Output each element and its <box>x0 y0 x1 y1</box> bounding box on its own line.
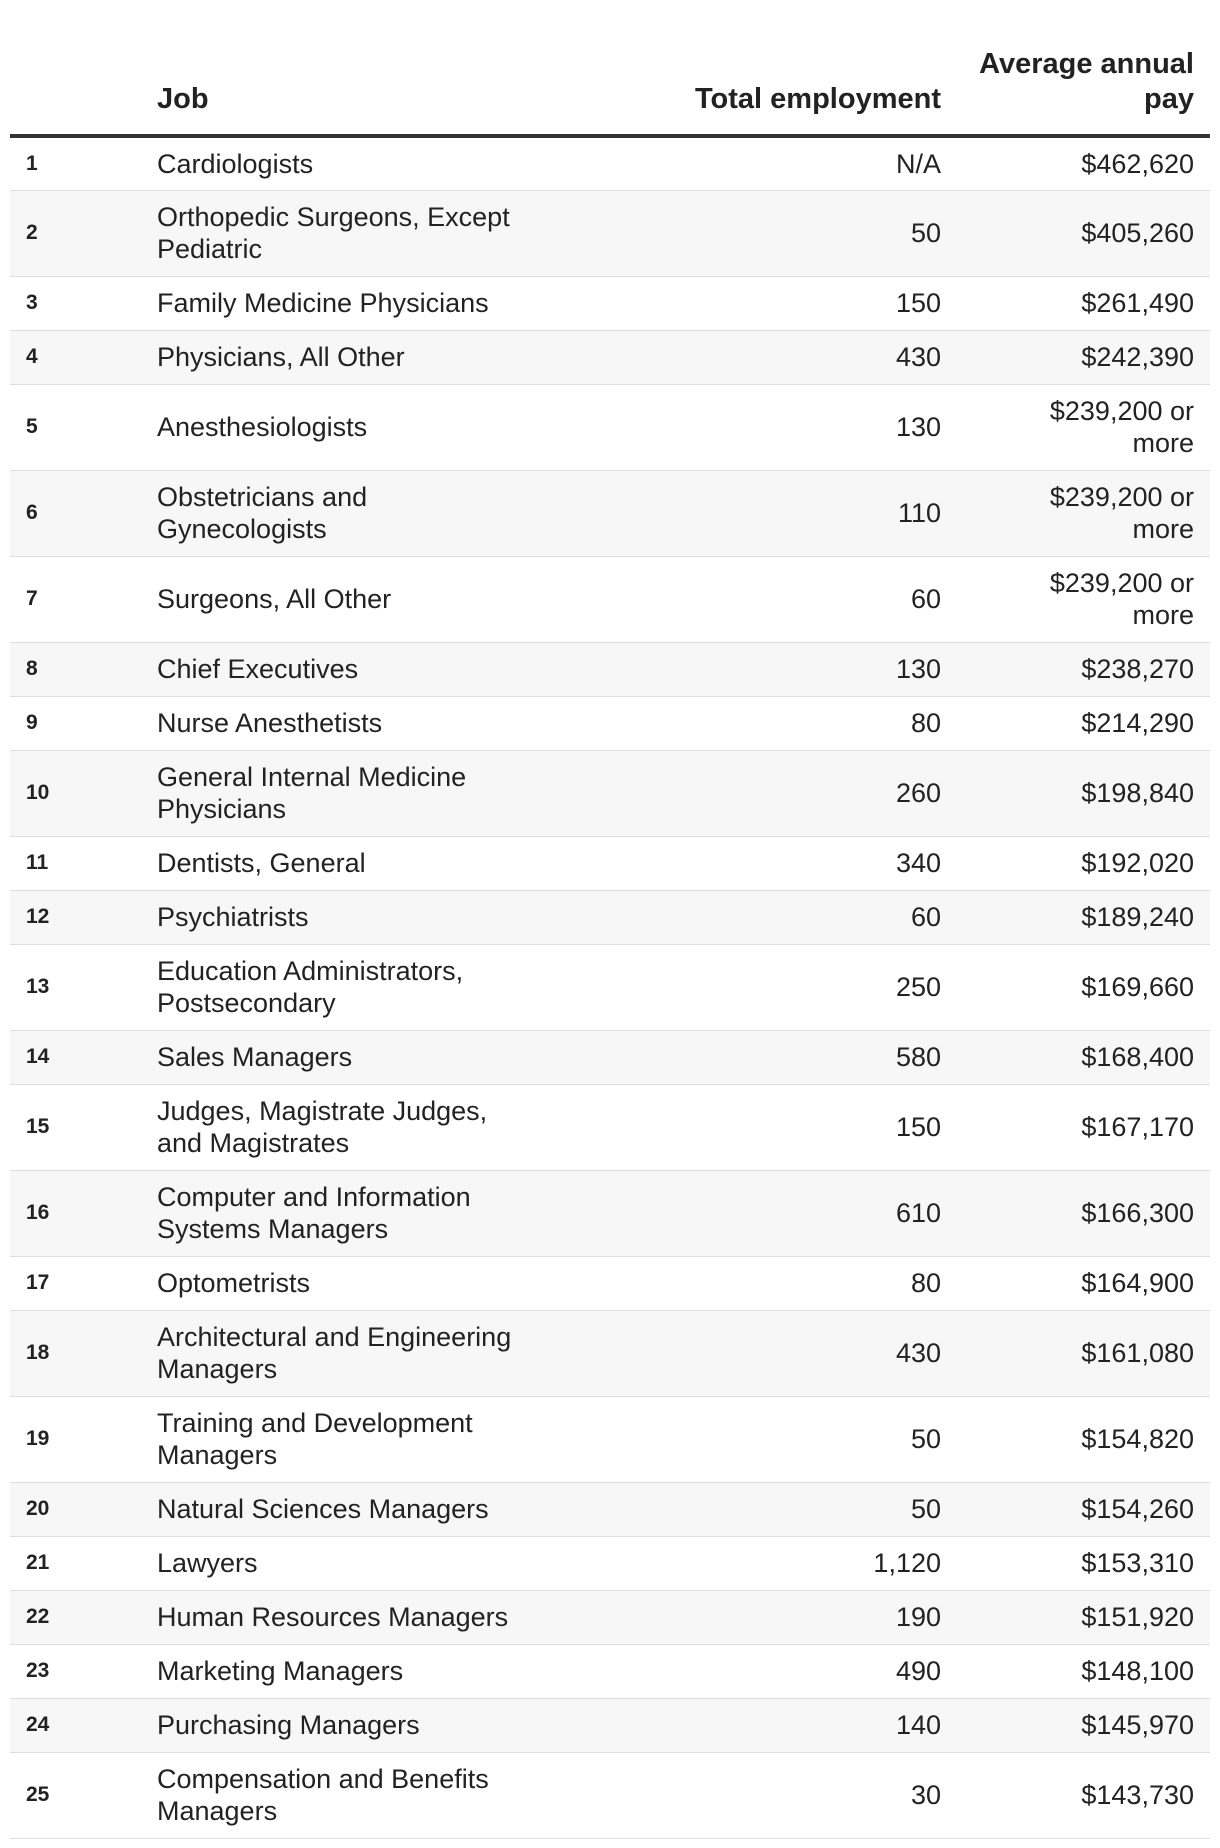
rank-cell: 10 <box>26 781 50 804</box>
job-cell: Optometrists <box>157 1268 311 1298</box>
table-header <box>10 0 1210 136</box>
employment-cell: 490 <box>895 1656 941 1686</box>
table-row <box>10 470 1210 556</box>
table-row <box>10 1644 1210 1698</box>
employment-cell: 110 <box>897 498 941 528</box>
pay-cell: $154,260 <box>1081 1494 1194 1524</box>
rank-cell: 19 <box>26 1427 50 1450</box>
header-row <box>10 0 1210 136</box>
table-row <box>10 1170 1210 1256</box>
table-row <box>10 330 1210 384</box>
job-cell: Compensation and Benefits Managers <box>157 1764 489 1826</box>
employment-cell: 130 <box>895 654 941 684</box>
pay-cell: $169,660 <box>1081 972 1194 1002</box>
job-cell: Marketing Managers <box>157 1656 404 1686</box>
job-cell: Purchasing Managers <box>157 1710 420 1740</box>
job-cell: Family Medicine Physicians <box>157 288 489 318</box>
job-cell: Anesthesiologists <box>157 412 368 442</box>
employment-cell: 50 <box>910 1424 941 1454</box>
rank-cell: 6 <box>26 501 38 524</box>
job-cell: Judges, Magistrate Judges, and Magistrates <box>157 1096 488 1158</box>
rank-cell: 5 <box>26 415 38 438</box>
table-row <box>10 190 1210 276</box>
pay-cell: $167,170 <box>1081 1112 1194 1142</box>
job-cell: Training and Development Managers <box>157 1408 473 1470</box>
table-row <box>10 1698 1210 1752</box>
pay-cell: $405,260 <box>1081 218 1194 248</box>
rank-cell: 1 <box>26 151 38 175</box>
table-row <box>10 1482 1210 1536</box>
table-row <box>10 890 1210 944</box>
job-cell: Lawyers <box>157 1548 258 1578</box>
table-row <box>10 696 1210 750</box>
rank-cell: 8 <box>26 657 38 680</box>
rank-cell: 22 <box>26 1605 50 1628</box>
table-row <box>10 1084 1210 1170</box>
rank-cell: 3 <box>26 291 38 314</box>
pay-cell: $154,820 <box>1081 1424 1194 1454</box>
employment-cell: 60 <box>910 584 941 614</box>
jobs-pay-table <box>10 0 1210 1839</box>
rank-cell: 21 <box>26 1551 50 1574</box>
job-cell: Chief Executives <box>157 654 359 684</box>
job-cell: Sales Managers <box>157 1042 353 1072</box>
employment-cell: 150 <box>895 1112 941 1142</box>
pay-cell: $145,970 <box>1081 1710 1194 1740</box>
job-cell: Natural Sciences Managers <box>157 1494 489 1524</box>
rank-cell: 16 <box>26 1201 50 1224</box>
pay-cell: $168,400 <box>1081 1042 1194 1072</box>
table-row <box>10 556 1210 642</box>
job-cell: Human Resources Managers <box>157 1602 509 1632</box>
job-cell: Architectural and Engineering Managers <box>157 1322 512 1384</box>
pay-cell: $242,390 <box>1081 342 1194 372</box>
table-row <box>10 1396 1210 1482</box>
table-row <box>10 642 1210 696</box>
employment-cell: 150 <box>895 288 941 318</box>
employment-cell: 140 <box>895 1710 941 1740</box>
job-cell: Physicians, All Other <box>157 342 405 372</box>
job-cell: Computer and Information Systems Managers <box>157 1182 471 1244</box>
table-row <box>10 1536 1210 1590</box>
pay-cell: $238,270 <box>1081 654 1194 684</box>
job-cell: Obstetricians and Gynecologists <box>157 482 368 544</box>
job-cell: Surgeons, All Other <box>157 584 392 614</box>
rank-cell: 25 <box>26 1783 50 1806</box>
employment-cell: N/A <box>895 148 941 179</box>
employment-cell: 250 <box>895 972 941 1002</box>
rank-cell: 18 <box>26 1341 50 1364</box>
rank-cell: 9 <box>26 711 38 734</box>
rank-cell: 11 <box>26 851 49 874</box>
employment-cell: 50 <box>910 218 941 248</box>
job-cell: Psychiatrists <box>157 902 309 932</box>
employment-cell: 80 <box>910 1268 941 1298</box>
pay-cell: $462,620 <box>1081 148 1194 179</box>
pay-cell: $151,920 <box>1081 1602 1194 1632</box>
pay-cell: $164,900 <box>1081 1268 1194 1298</box>
employment-cell: 130 <box>895 412 941 442</box>
table-row <box>10 384 1210 470</box>
table-row <box>10 750 1210 836</box>
pay-cell: $261,490 <box>1081 288 1194 318</box>
pay-cell: $214,290 <box>1081 708 1194 738</box>
rank-cell: 4 <box>26 345 38 368</box>
table-row <box>10 1752 1210 1838</box>
employment-cell: 580 <box>895 1042 941 1072</box>
jobs-table-container <box>10 0 1210 1839</box>
rank-cell: 17 <box>26 1271 50 1294</box>
employment-cell: 60 <box>910 902 941 932</box>
employment-cell: 340 <box>895 848 941 878</box>
rank-cell: 15 <box>26 1115 50 1138</box>
job-cell: Dentists, General <box>157 848 366 878</box>
employment-cell: 80 <box>910 708 941 738</box>
job-cell: Education Administrators, Postsecondary <box>157 956 464 1018</box>
rank-cell: 2 <box>26 221 38 244</box>
table-body <box>10 136 1210 1838</box>
pay-cell: $192,020 <box>1081 848 1194 878</box>
table-row <box>10 136 1210 190</box>
table-row <box>10 836 1210 890</box>
pay-cell: $239,200 or more <box>1049 568 1194 630</box>
rank-cell: 24 <box>26 1713 50 1736</box>
employment-cell: 260 <box>895 778 941 808</box>
pay-cell: $198,840 <box>1081 778 1194 808</box>
employment-cell: 50 <box>910 1494 941 1524</box>
rank-cell: 14 <box>26 1045 50 1068</box>
pay-cell: $166,300 <box>1081 1198 1194 1228</box>
pay-cell: $161,080 <box>1081 1338 1194 1368</box>
table-row <box>10 276 1210 330</box>
table-row <box>10 1590 1210 1644</box>
employment-header: Total employment <box>540 0 941 136</box>
employment-cell: 610 <box>895 1198 941 1228</box>
pay-cell: $189,240 <box>1081 902 1194 932</box>
pay-cell: $153,310 <box>1081 1548 1194 1578</box>
pay-cell: $143,730 <box>1081 1780 1194 1810</box>
job-cell: Nurse Anesthetists <box>157 708 383 738</box>
job-cell: Orthopedic Surgeons, Except Pediatric <box>157 202 510 264</box>
rank-cell: 12 <box>26 905 50 928</box>
employment-cell: 30 <box>910 1780 941 1810</box>
job-cell: General Internal Medicine Physicians <box>157 762 467 824</box>
employment-cell: 430 <box>895 1338 941 1368</box>
rank-cell: 13 <box>26 975 50 998</box>
employment-cell: 1,120 <box>873 1548 941 1578</box>
employment-cell: 430 <box>895 342 941 372</box>
job-header: Job <box>157 0 540 136</box>
pay-cell: $239,200 or more <box>1049 482 1194 544</box>
job-cell: Cardiologists <box>157 148 314 179</box>
table-row <box>10 1256 1210 1310</box>
pay-cell: $148,100 <box>1081 1656 1194 1686</box>
rank-cell: 23 <box>26 1659 50 1682</box>
pay-header: Average annual pay <box>941 0 1210 136</box>
employment-cell: 190 <box>895 1602 941 1632</box>
pay-cell: $239,200 or more <box>1049 396 1194 458</box>
table-row <box>10 1030 1210 1084</box>
rank-header <box>10 0 157 136</box>
rank-cell: 7 <box>26 587 38 610</box>
table-row <box>10 944 1210 1030</box>
rank-cell: 20 <box>26 1497 50 1520</box>
table-row <box>10 1310 1210 1396</box>
